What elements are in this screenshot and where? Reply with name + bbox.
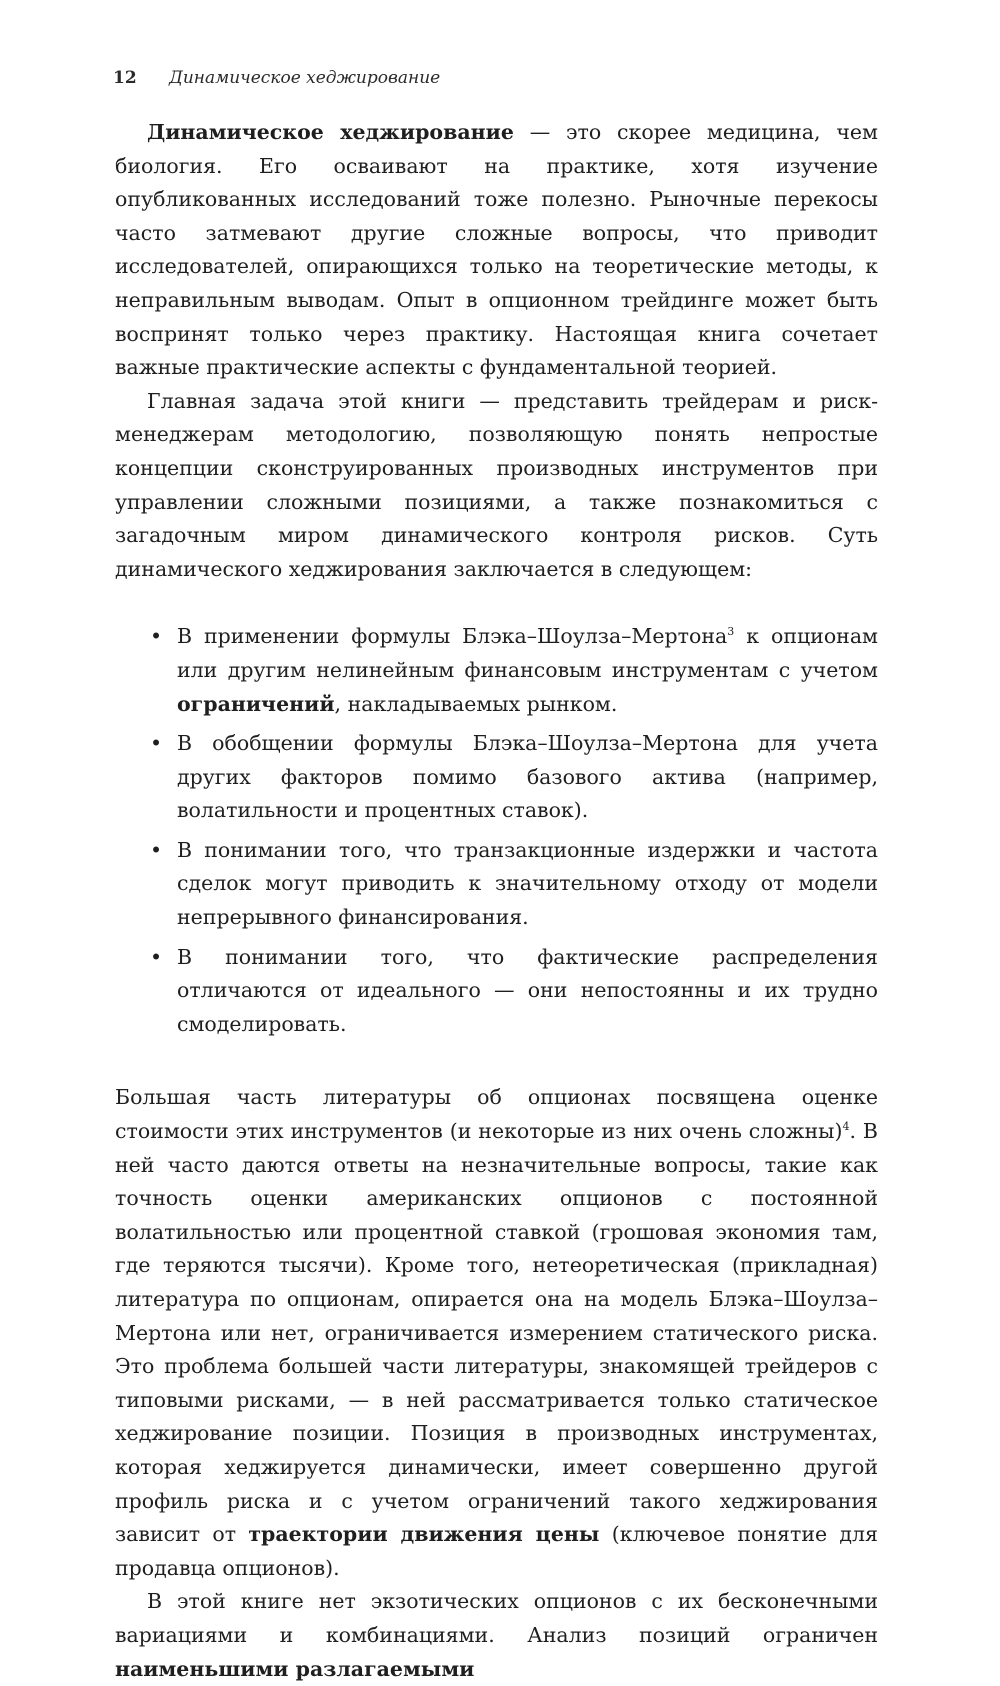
paragraph-3 <box>115 1081 878 1585</box>
list-item <box>150 727 878 828</box>
paragraph-text: (ключевое понятие для продавца опционов). <box>115 1522 878 1580</box>
paragraph-text: Большая часть литературы об опционах посвящена оценке стоимости этих инструментов (и некоторые из них очень сложны) <box>115 1085 878 1144</box>
paragraph-4 <box>115 1585 878 1686</box>
footnote-ref: 3 <box>727 625 735 639</box>
bullet-list <box>115 620 878 1041</box>
paragraph-2 <box>115 385 878 587</box>
list-item <box>150 834 878 935</box>
item-text: В обобщении формулы Блэка–Шоулза–Мертона для учета других факторов помимо базового актива (например, волатильности и процентных ставок). <box>177 731 878 823</box>
body-text <box>115 116 878 1686</box>
running-head <box>113 68 440 88</box>
paragraph-text: В этой книге нет экзотических опционов с их бесконечными вариациями и комбинациями. Анализ позиций ограничен <box>115 1589 878 1647</box>
paragraph-text: Главная задача этой книги — представить трейдерам и риск-менеджерам методологию, позволяющую понять непростые концепции сконструированных производных инструментов при управлении сложными позициями, а также познакомиться с загадочным миром динамического контроля рисков. Суть динамического хеджирования заключается в следующем: <box>115 388 878 581</box>
paragraph-text: . В ней часто даются ответы на незначительные вопросы, такие как точность оценки американских опционов с постоянной волатильностью или процентной ставкой (грошовая экономия там, где теряются тысячи). Кроме того, нетеоретическая (прикладная) литература по опционам, опирается она на модель Блэка–Шоулза–Мертона или нет, ограничивается измерением статического риска. Это проблема большей части литературы, знакомящей трейдеров с типовыми рисками, — в ней рассматривается только статическое хеджирование позиции. Позиция в производных инструментах, которая хеджируется динамически, имеет совершенно другой профиль риска и с учетом ограничений такого хеджирования зависит от <box>115 1119 878 1547</box>
footnote-ref: 4 <box>842 1120 850 1134</box>
item-text: , накладываемых рынком. <box>334 691 618 716</box>
list-item <box>150 941 878 1042</box>
spacer <box>115 586 878 620</box>
item-text: В применении формулы Блэка–Шоулза–Мертона <box>177 624 728 649</box>
bold-term: ограничений <box>177 691 335 716</box>
chapter-title: Динамическое хеджирование <box>169 68 441 88</box>
bullet-icon: • <box>150 944 163 969</box>
bullet-icon: • <box>150 731 163 756</box>
paragraph-1 <box>115 116 878 385</box>
item-text: В понимании того, что транзакционные издержки и частота сделок могут приводить к значительному отходу от модели непрерывного финансирования. <box>177 837 878 930</box>
item-text: к опционам или другим нелинейным финансовым инструментам с учетом <box>177 624 879 682</box>
paragraph-text: — это скорее медицина, чем биология. Его осваивают на практике, хотя изучение опубликованных исследований тоже полезно. Рыночные перекосы часто затмевают другие сложные вопросы, что приводит исследователей, опирающихся только на теоретические методы, к неправильным выводам. Опыт в опционном трейдинге может быть воспринят только через практику. Настоящая книга сочетает важные практические аспекты с фундаментальной теорией. <box>115 120 878 380</box>
bold-term: Динамическое хеджирование <box>147 120 514 144</box>
bold-term: наименьшими разлагаемыми <box>115 1656 475 1681</box>
page-number: 12 <box>113 68 137 88</box>
bullet-icon: • <box>150 624 163 649</box>
list-item <box>150 620 879 721</box>
item-text: В понимании того, что фактические распределения отличаются от идеального — они непостоянны и их трудно смоделировать. <box>177 944 878 1036</box>
bold-term: траектории движения цены <box>248 1522 600 1547</box>
bullet-icon: • <box>150 837 163 862</box>
spacer <box>115 1047 878 1081</box>
